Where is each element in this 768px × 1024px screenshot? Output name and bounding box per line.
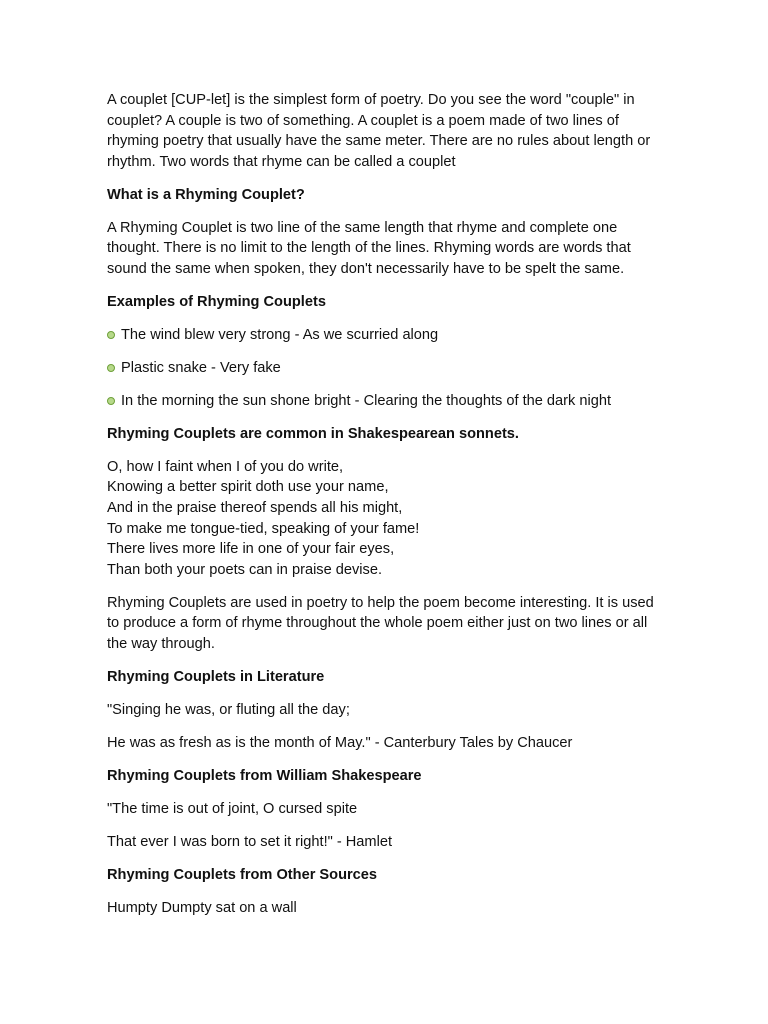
poem-line: And in the praise thereof spends all his might,	[107, 500, 403, 517]
list-item-text: The wind blew very strong - As we scurried along	[121, 326, 439, 343]
intro-paragraph: A couplet [CUP-let] is the simplest form of poetry. Do you see the word "couple" in couplet? A couple is two of something. A couplet is a poem made of two lines of rhyming poetry that usually have the same meter. There are no rules about length or rhythm. Two words that rhyme can be called a couplet	[107, 92, 651, 170]
poem-line: To make me tongue-tied, speaking of your fame!	[107, 520, 420, 537]
poem-line: Knowing a better spirit doth use your name,	[107, 479, 389, 496]
poem-line: Than both your poets can in praise devise.	[107, 561, 383, 578]
heading-what-is-couplet: What is a Rhyming Couplet?	[107, 186, 305, 203]
list-item-text: Plastic snake - Very fake	[121, 359, 281, 376]
usage-paragraph: Rhyming Couplets are used in poetry to help the poem become interesting. It is used to produce a form of rhyme throughout the whole poem either just on two lines or all the way through.	[107, 594, 654, 652]
list-item	[107, 358, 667, 379]
hamlet-line-1: "The time is out of joint, O cursed spite	[107, 800, 358, 817]
list-item	[107, 391, 667, 412]
heading-literature: Rhyming Couplets in Literature	[107, 668, 325, 685]
bullet-dot-icon	[107, 397, 115, 405]
document-page	[107, 90, 667, 931]
humpty-line-1: Humpty Dumpty sat on a wall	[107, 899, 297, 916]
hamlet-line-2: That ever I was born to set it right!" - Hamlet	[107, 833, 392, 850]
poem-line: There lives more life in one of your fair eyes,	[107, 541, 395, 558]
list-item-text: In the morning the sun shone bright - Clearing the thoughts of the dark night	[121, 392, 612, 409]
chaucer-line-1: "Singing he was, or fluting all the day;	[107, 701, 350, 718]
sonnet-excerpt	[107, 457, 667, 581]
heading-shakespearean-sonnets: Rhyming Couplets are common in Shakespearean sonnets.	[107, 425, 519, 442]
bullet-dot-icon	[107, 364, 115, 372]
bullet-dot-icon	[107, 331, 115, 339]
chaucer-line-2: He was as fresh as is the month of May." - Canterbury Tales by Chaucer	[107, 734, 573, 751]
examples-list	[107, 325, 667, 412]
definition-paragraph: A Rhyming Couplet is two line of the same length that rhyme and complete one thought. There is no limit to the length of the lines. Rhyming words are words that sound the same when spoken, they don't necessarily have to be spelt the same.	[107, 219, 631, 277]
heading-examples: Examples of Rhyming Couplets	[107, 293, 326, 310]
poem-line: O, how I faint when I of you do write,	[107, 458, 344, 475]
heading-other-sources: Rhyming Couplets from Other Sources	[107, 866, 378, 883]
heading-shakespeare: Rhyming Couplets from William Shakespeare	[107, 767, 422, 784]
list-item	[107, 325, 667, 346]
